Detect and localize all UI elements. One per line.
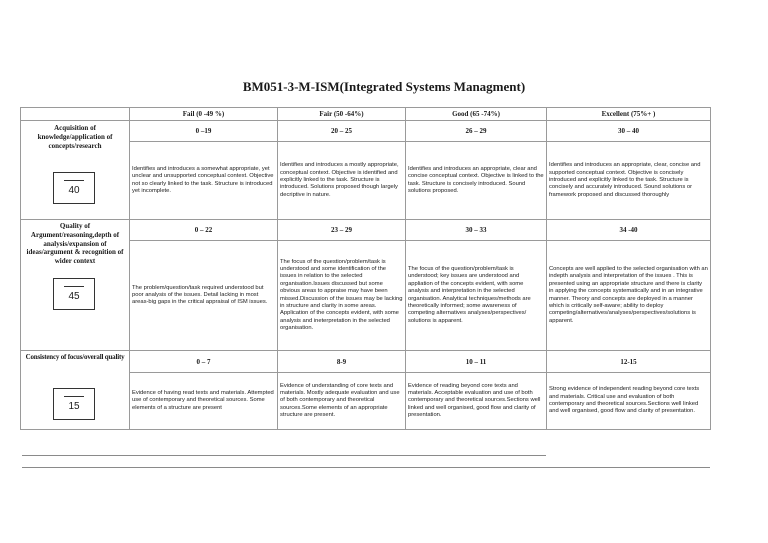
- criterion-2-range-row: [21, 220, 711, 241]
- criterion-3-desc-good: Evidence of reading beyond core texts and materials. Acceptable evaluation and use of both contemporary and theoretical sources.Sections well linked and well organised, good flow and clarity of presentation.: [406, 373, 547, 430]
- band-fail-header: Fail (0 -49 %): [130, 108, 278, 121]
- criterion-3-range-good: 10 – 11: [406, 351, 547, 373]
- band-excellent-header: Excellent (75%+ ): [547, 108, 711, 121]
- corner-cell: [21, 108, 130, 121]
- marking-rubric-table: [20, 107, 711, 430]
- criterion-1-range-fail: 0 –19: [130, 121, 278, 142]
- criterion-1-desc-excellent: Identifies and introduces an appropriate, clear, concise and supported conceptual context. Objective is concisely introduced and explicitly linked to the task. Structure is concisely and accurately introduced. Sound solutions or framework proposed and discussed thoroughly: [547, 142, 711, 220]
- signature-line-2: [22, 467, 710, 468]
- criterion-2-range-fair: 23 – 29: [278, 220, 406, 241]
- band-fair-header: Fair (50 -64%): [278, 108, 406, 121]
- criterion-2-desc-fail: The problem/question/task required understood but poor analysis of the issues. Detail lacking in most areas-big gaps in the critical appraisal of ISM issues.: [130, 241, 278, 351]
- criterion-3-name: Consistency of focus/overall quality: [25, 353, 125, 361]
- criterion-2-name: Quality of Argument/reasoning,depth of analysis/expansion of ideas/argument & recognition of wider context: [26, 222, 124, 265]
- criterion-3-range-fair: 8-9: [278, 351, 406, 373]
- criterion-1-range-good: 26 – 29: [406, 121, 547, 142]
- criterion-1-name: Acquisition of knowledge/application of concepts/research: [37, 124, 113, 150]
- criterion-3-desc-excellent: Strong evidence of independent reading beyond core texts and materials. Critical use and evaluation of both contemporary and theoretical sources.Sections well linked and well organised, good flow and clarity of presentation.: [547, 373, 711, 430]
- mark-box-line: [64, 180, 84, 181]
- criterion-3-desc-fair: Evidence of understanding of core texts and materials. Mostly adequate evaluation and use of both contemporary and theoretical sources.Some elements of an appropriate structure are present.: [278, 373, 406, 430]
- criterion-1-cell: [21, 121, 130, 220]
- criterion-3-desc-fail: Evidence of having read texts and materials. Attempted use of contemporary and theoretical sources. Some elements of a structure are present: [130, 373, 278, 430]
- mark-box-line: [64, 286, 84, 287]
- criterion-3-range-row: [21, 351, 711, 373]
- criterion-1-range-fair: 20 – 25: [278, 121, 406, 142]
- criterion-1-mark: 40: [68, 184, 80, 196]
- criterion-2-range-excellent: 34 -40: [547, 220, 711, 241]
- criterion-1-desc-good: Identifies and introduces an appropriate, clear and concise conceptual context. Objective is linked to the task. Structure is concisely introduced. Sound solutions proposed.: [406, 142, 547, 220]
- criterion-2-range-good: 30 – 33: [406, 220, 547, 241]
- criterion-2-cell: [21, 220, 130, 351]
- criterion-2-mark: 45: [68, 290, 80, 302]
- criterion-1-range-row: [21, 121, 711, 142]
- band-good-header: Good (65 -74%): [406, 108, 547, 121]
- criterion-2-mark-box: [53, 278, 95, 310]
- signature-line-1: [22, 455, 546, 456]
- band-header-row: [21, 108, 711, 121]
- criterion-3-cell: [21, 351, 130, 430]
- criterion-3-range-fail: 0 – 7: [130, 351, 278, 373]
- criterion-1-desc-fail: Identifies and introduces a somewhat appropriate, yet unclear and unsupported conceptual context. Objective not so clearly linked to the task. Structure is introduced yet incomplete.: [130, 142, 278, 220]
- criterion-2-desc-good: The focus of the question/problem/task is understood; key issues are understood and appliation of the concepts evident, with some analysis and interpretation in the selected organisation. Analytical techniques/methods are theoretically informed; some awareness of competing alternatives analyses/perspectives/ solutions is apparent.: [406, 241, 547, 351]
- criterion-2-desc-excellent: Concepts are well applied to the selected organisation with an indepth analysis and interpretation of the issues . This is presented using an appropriate structure and there is clarity in applying the concepts systematically and in an integrative manner. Theory and concepts are deployed in a manner which is critically self-aware; ability to deploy competing/alternatives/analyses/perspectives/solutions is apparent.: [547, 241, 711, 351]
- criterion-2-range-fail: 0 – 22: [130, 220, 278, 241]
- document-title: BM051-3-M-ISM(Integrated Systems Managment): [242, 79, 526, 94]
- criterion-3-mark-box: [53, 388, 95, 420]
- criterion-1-range-excellent: 30 – 40: [547, 121, 711, 142]
- criterion-2-desc-fair: The focus of the question/problem/task is understood and some identification of the issues in relation to the selected organisation.Issues discussed but some obvious areas to appraise may have been missed.Discussion of the issues may be lacking in structure and clarity in some areas. Application of the concepts evident, with some analysis and ineterpretation in the selected organisation.: [278, 241, 406, 351]
- criterion-1-mark-box: [53, 172, 95, 204]
- criterion-3-range-excellent: 12-15: [547, 351, 711, 373]
- criterion-1-desc-fair: Identifies and introduces a mostly appropriate, conceptual context. Objective is identified and explicitly linked to the task. Structure is introduced. Solutions proposed though largely decriptive in nature.: [278, 142, 406, 220]
- criterion-3-mark: 15: [68, 400, 80, 412]
- mark-box-line: [64, 396, 84, 397]
